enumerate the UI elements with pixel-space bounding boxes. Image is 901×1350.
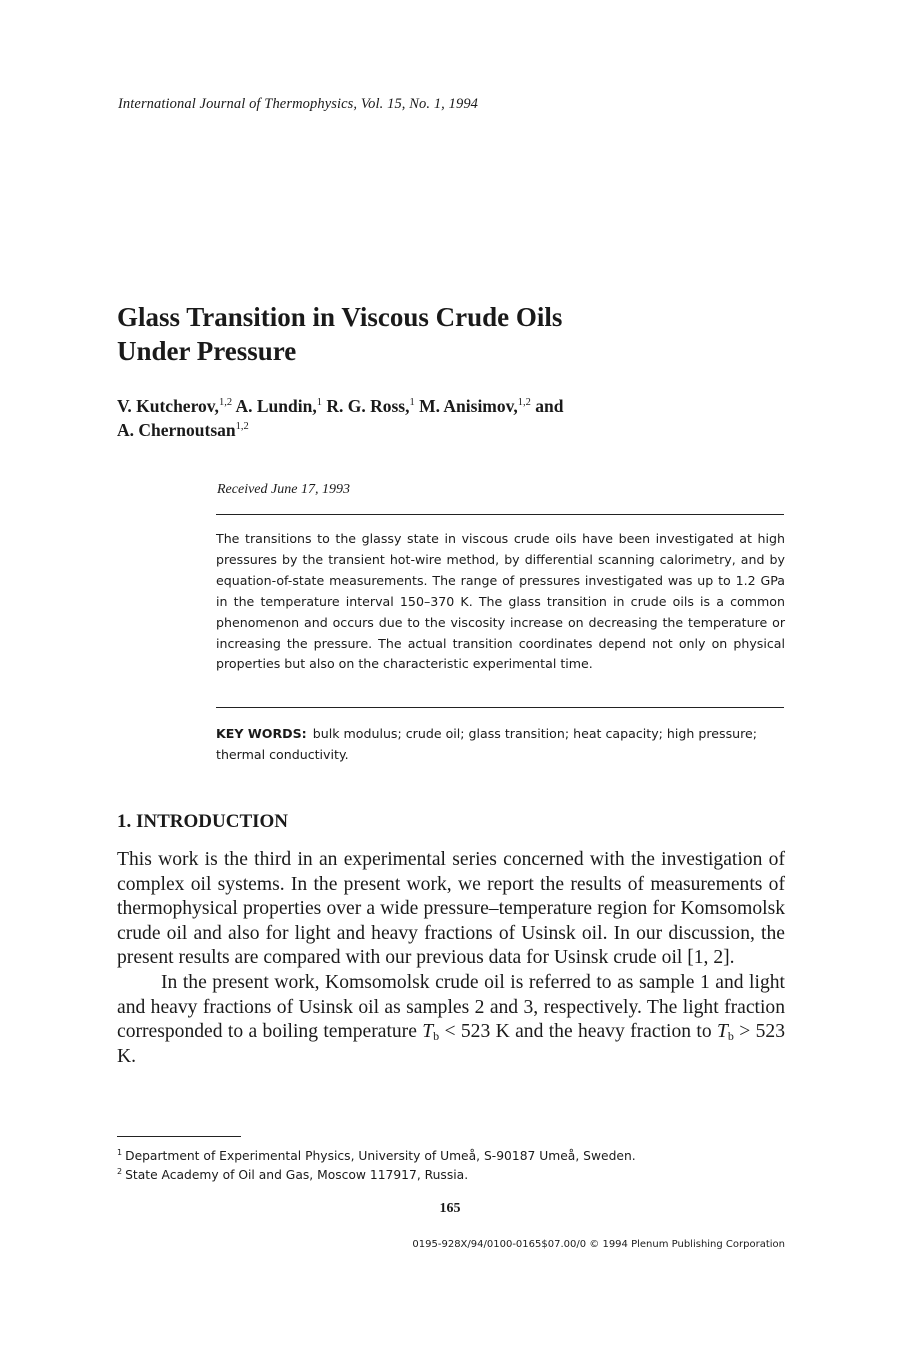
footnote-1: $^1$ Department of Experimental Physics, University of Umeå, S-90187 Umeå, Sweden. [117,1148,636,1163]
keywords-text: bulk modulus; crude oil; glass transition; heat capacity; high pressure; thermal conductivity. [216,726,758,762]
title-line-2: Under Pressure [117,336,297,366]
keywords [216,723,785,765]
paper-title [117,300,737,368]
author-name: A. Chernoutsan [117,420,236,440]
section-heading: 1. INTRODUCTION [117,811,289,832]
copyright-line: 0195-928X/94/0100-0165$07.00/0 © 1994 Plenum Publishing Corporation [412,1239,785,1250]
paragraph-1: This work is the third in an experimental series concerned with the investigation of complex oil systems. In the present work, we report the results of measurements of thermophysical properties over a wide pressure–temperature region for Komsomolsk crude oil and also for light and heavy fractions of Usinsk oil. In our discussion, the present results are compared with our previous data for Usinsk crude oil [1, 2]. [117,849,785,969]
footnote-2: $^2$ State Academy of Oil and Gas, Moscow 117917, Russia. [117,1167,469,1182]
author-line-1 [117,394,757,418]
paragraph-2: In the present work, Komsomolsk crude oil is referred to as sample 1 and light and heavy fractions of Usinsk oil as samples 2 and 3, respectively. The light fraction corresponded to a boiling temperature $T_b < 523$ K and the heavy fraction to $T_b > 523$ K. [117,971,785,1067]
author-conjunction: and [530,396,564,416]
page-number: 165 [439,1201,461,1216]
abstract-top-rule [216,514,784,515]
received-date: Received June 17, 1993 [217,482,350,497]
footnote-rule [117,1136,241,1137]
affiliation-mark: 1,2 [517,397,531,408]
author-name: V. Kutcherov, [117,396,219,416]
affiliation-mark: 1 [409,397,415,408]
keywords-label: KEY WORDS: [216,726,307,741]
abstract-bottom-rule [216,707,784,708]
affiliation-mark: 1,2 [218,397,233,408]
footnotes [117,1147,785,1185]
author-line-2 [117,418,757,442]
author-name: A. Lundin, [232,396,317,416]
affiliation-mark: 1,2 [235,421,249,432]
author-list [117,394,757,442]
affiliation-mark: 1 [316,397,322,408]
author-name: M. Anisimov, [414,396,518,416]
section-body [117,848,785,1069]
abstract: The transitions to the glassy state in viscous crude oils have been investigated at high pressures by the transient hot-wire method, by differential scanning calorimetry, and by equation-of-state measurements. The range of pressures investigated was up to 1.2 GPa in the temperature interval 150–370 K. The glass transition in crude oils is a common phenomenon and occurs due to the viscosity increase on decreasing the temperature or increasing the pressure. The actual transition coordinates depend not only on physical properties but also on the characteristic experimental time. [216,531,785,672]
journal-header: International Journal of Thermophysics, Vol. 15, No. 1, 1994 [118,96,479,112]
author-name: R. G. Ross, [321,396,410,416]
title-line-1: Glass Transition in Viscous Crude Oils [117,302,563,332]
